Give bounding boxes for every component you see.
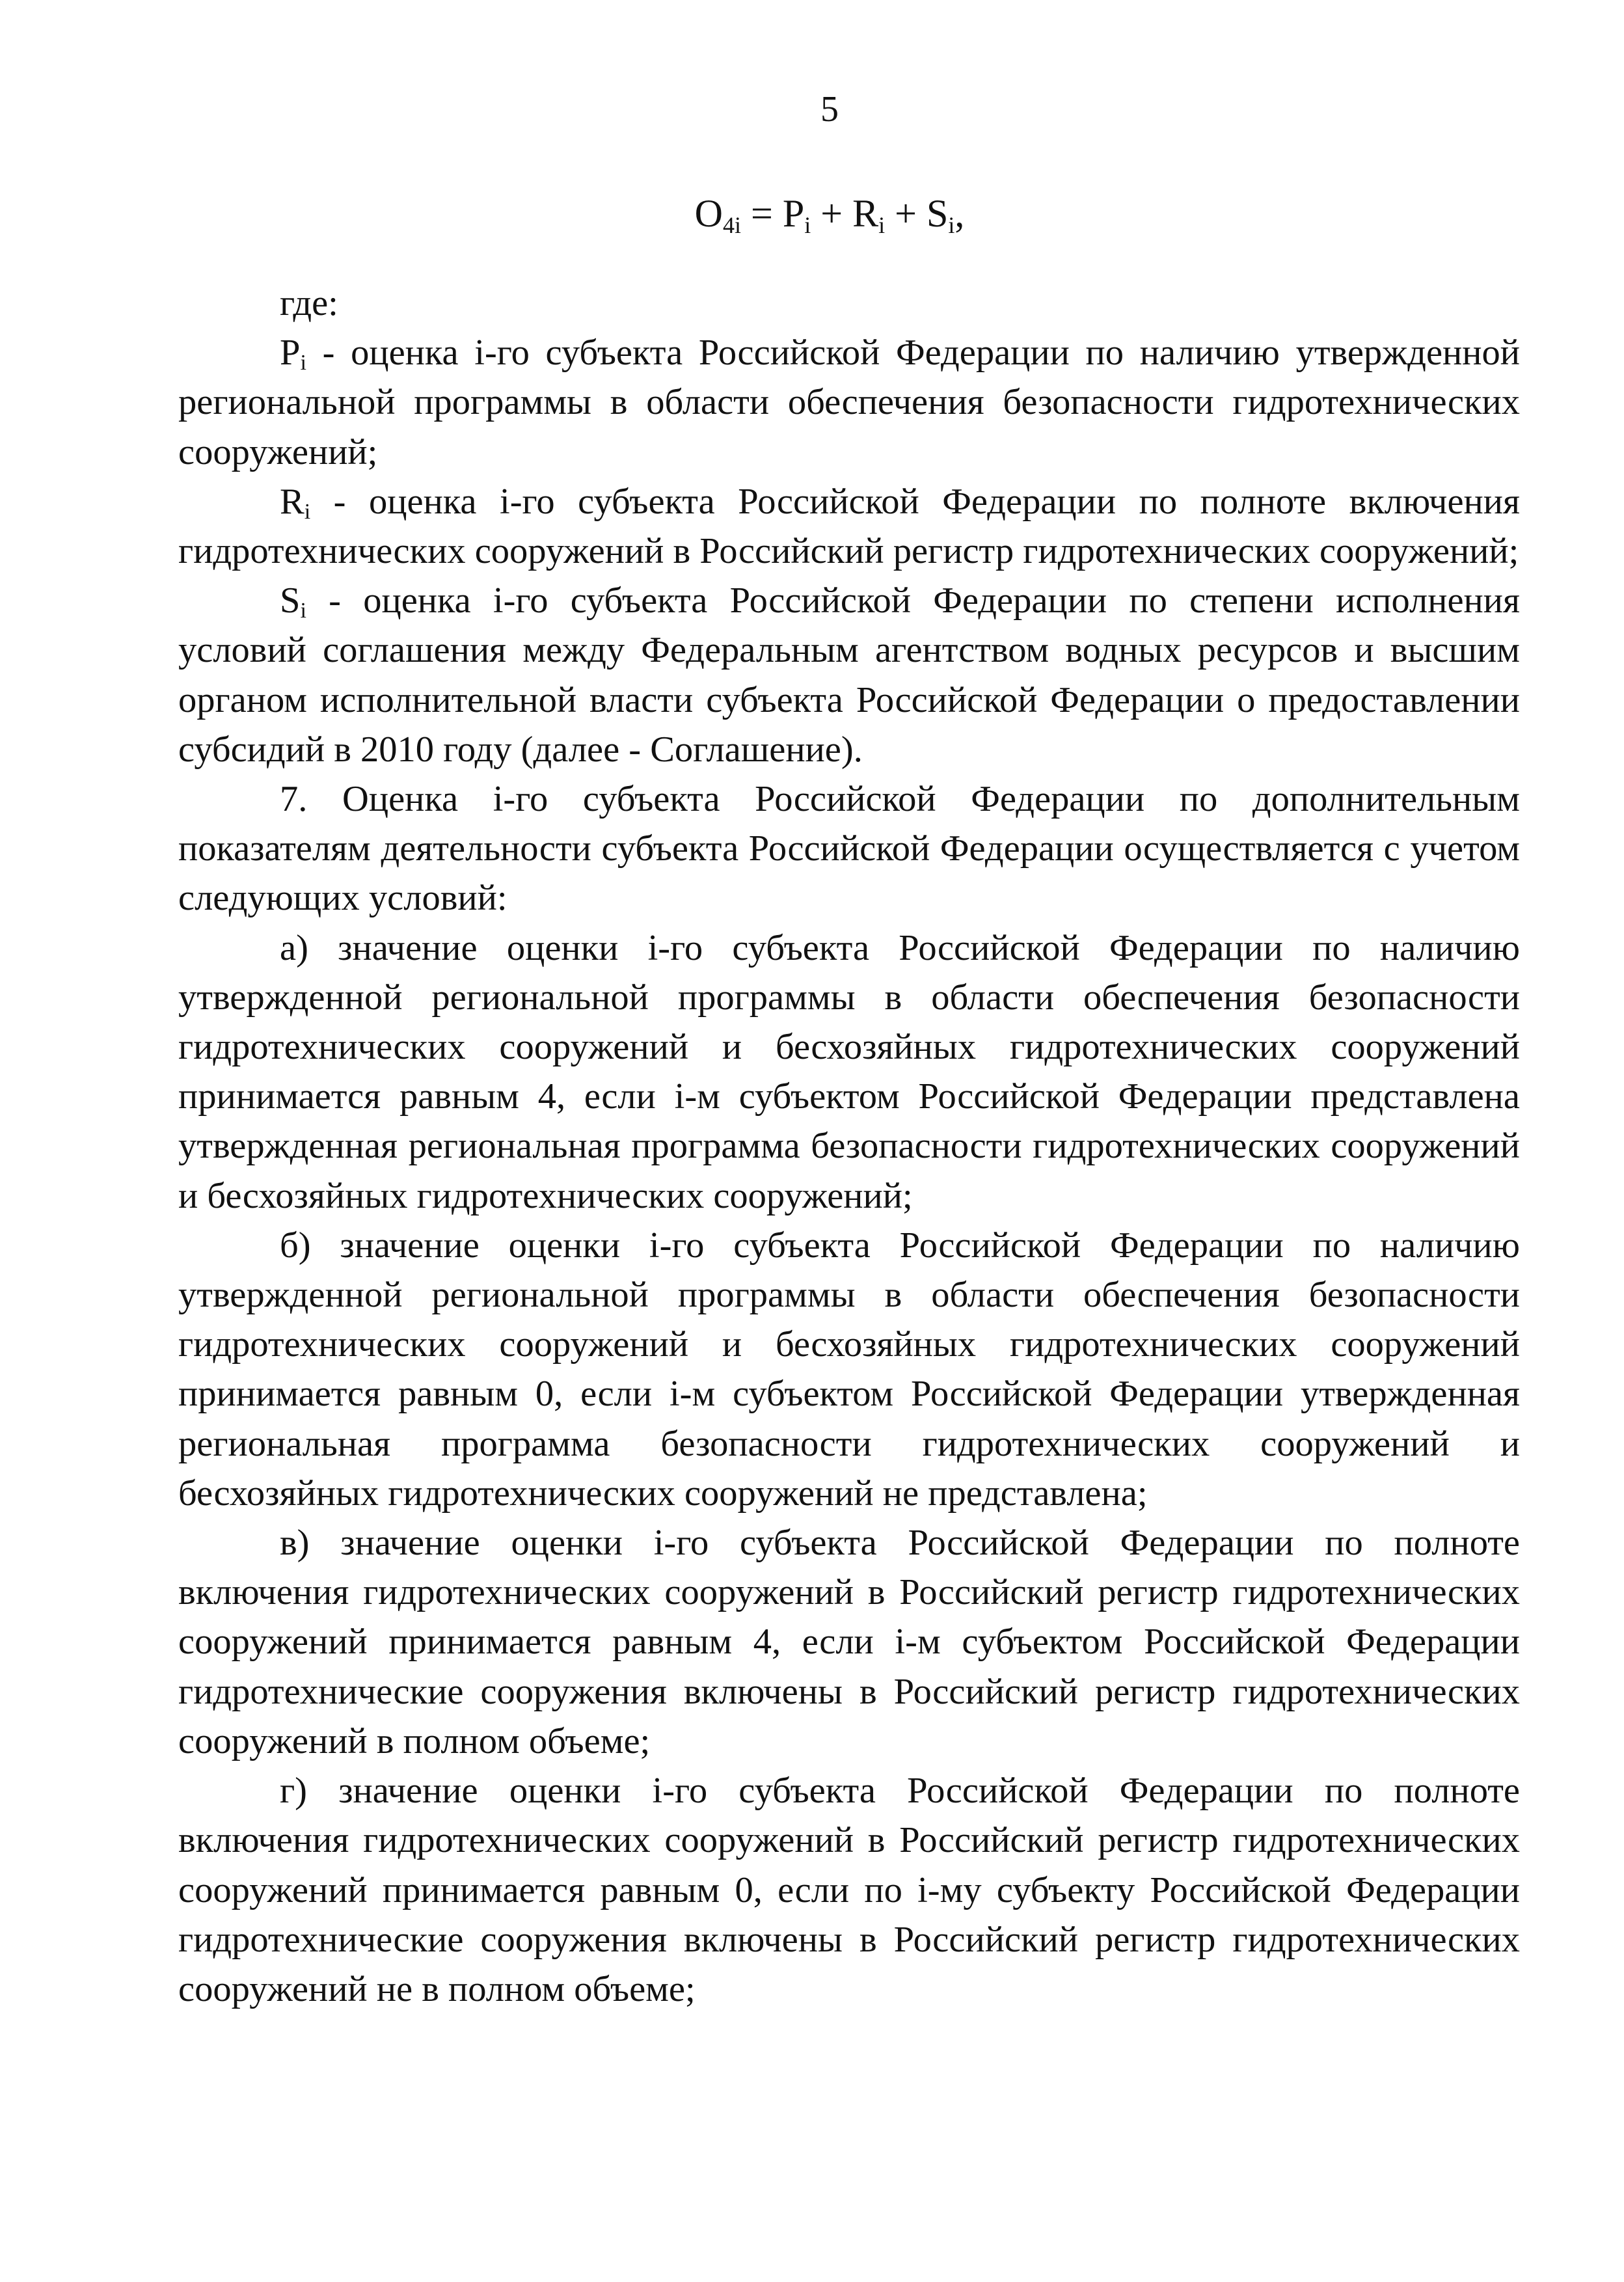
formula-term-p-subscript: i xyxy=(804,212,811,238)
subparagraph-a: а) значение оценки i-го субъекта Российской Федерации по наличию утвержденной региональной программы в области обеспечения безопасности гидротехнических сооружений и бесхозяйных гидротехнических сооружений принимается равным 4, если i-м субъектом Российской Федерации представлена утвержденная региональная программа безопасности гидротехнических сооружений и бесхозяйных гидротехнических сооружений; xyxy=(178,927,1520,1216)
definition-r xyxy=(178,477,1520,576)
paragraph-7: 7. Оценка i-го субъекта Российской Федерации по дополнительным показателям деятельности субъекта Российской Федерации осуществляется с учетом следующих условий: xyxy=(178,779,1520,919)
definition-s xyxy=(178,576,1520,774)
definition-r-letter: R xyxy=(280,481,304,522)
definition-s-symbol xyxy=(280,580,306,621)
definition-r-symbol xyxy=(280,482,310,522)
formula xyxy=(0,190,1624,237)
definition-p-letter: P xyxy=(280,333,301,374)
formula-plus: + xyxy=(811,192,853,235)
definition-p-subscript: i xyxy=(300,351,306,375)
definition-s-letter: S xyxy=(280,580,301,621)
definition-p xyxy=(178,328,1520,477)
formula-term-r-subscript: i xyxy=(878,212,886,238)
formula-lhs-subscript: 4i xyxy=(722,212,741,238)
definition-p-text: - оценка i-го субъекта Российской Федерации по наличию утвержденной региональной программы в области обеспечения безопасности гидротехнических сооружений; xyxy=(178,333,1520,472)
subparagraph-v: в) значение оценки i-го субъекта Российской Федерации по полноте включения гидротехнических сооружений в Российский регистр гидротехнических сооружений принимается равным 4, если i-м субъектом Российской Федерации гидротехнические сооружения включены в Российский регистр гидротехнических сооружений в полном объеме; xyxy=(178,1523,1520,1761)
formula-lhs: O xyxy=(694,192,723,235)
document-body xyxy=(178,278,1520,2014)
formula-equals: = xyxy=(741,192,783,235)
formula-end: , xyxy=(954,192,965,235)
subparagraph-g: г) значение оценки i-го субъекта Российской Федерации по полноте включения гидротехнических сооружений в Российский регистр гидротехнических сооружений принимается равным 0, если по i-му субъекту Российской Федерации гидротехнические сооружения включены в Российский регистр гидротехнических сооружений не в полном объеме; xyxy=(178,1771,1520,2009)
definition-p-symbol xyxy=(280,333,306,373)
definition-r-text: - оценка i-го субъекта Российской Федерации по полноте включения гидротехнических сооружений в Российский регистр гидротехнических сооружений; xyxy=(178,481,1520,572)
page-number: 5 xyxy=(820,89,839,129)
formula-term-s-subscript: i xyxy=(948,212,955,238)
subparagraph-b: б) значение оценки i-го субъекта Российской Федерации по наличию утвержденной региональной программы в области обеспечения безопасности гидротехнических сооружений и бесхозяйных гидротехнических сооружений принимается равным 0, если i-м субъектом Российской Федерации утвержденная региональная программа безопасности гидротехнических сооружений и бесхозяйных гидротехнических сооружений не представлена; xyxy=(178,1225,1520,1514)
formula-term-r: R xyxy=(852,192,879,235)
definition-r-subscript: i xyxy=(304,499,311,524)
formula-term-p: P xyxy=(782,192,805,235)
definition-s-subscript: i xyxy=(300,599,306,623)
definition-s-text: - оценка i-го субъекта Российской Федерации по степени исполнения условий соглашения между Федеральным агентством водных ресурсов и высшим органом исполнительной власти субъекта Российской Федерации о предоставлении субсидий в 2010 году (далее - Соглашение). xyxy=(178,580,1520,770)
formula-plus: + xyxy=(885,192,927,235)
where-label: где: xyxy=(280,283,338,323)
formula-term-s: S xyxy=(926,192,949,235)
